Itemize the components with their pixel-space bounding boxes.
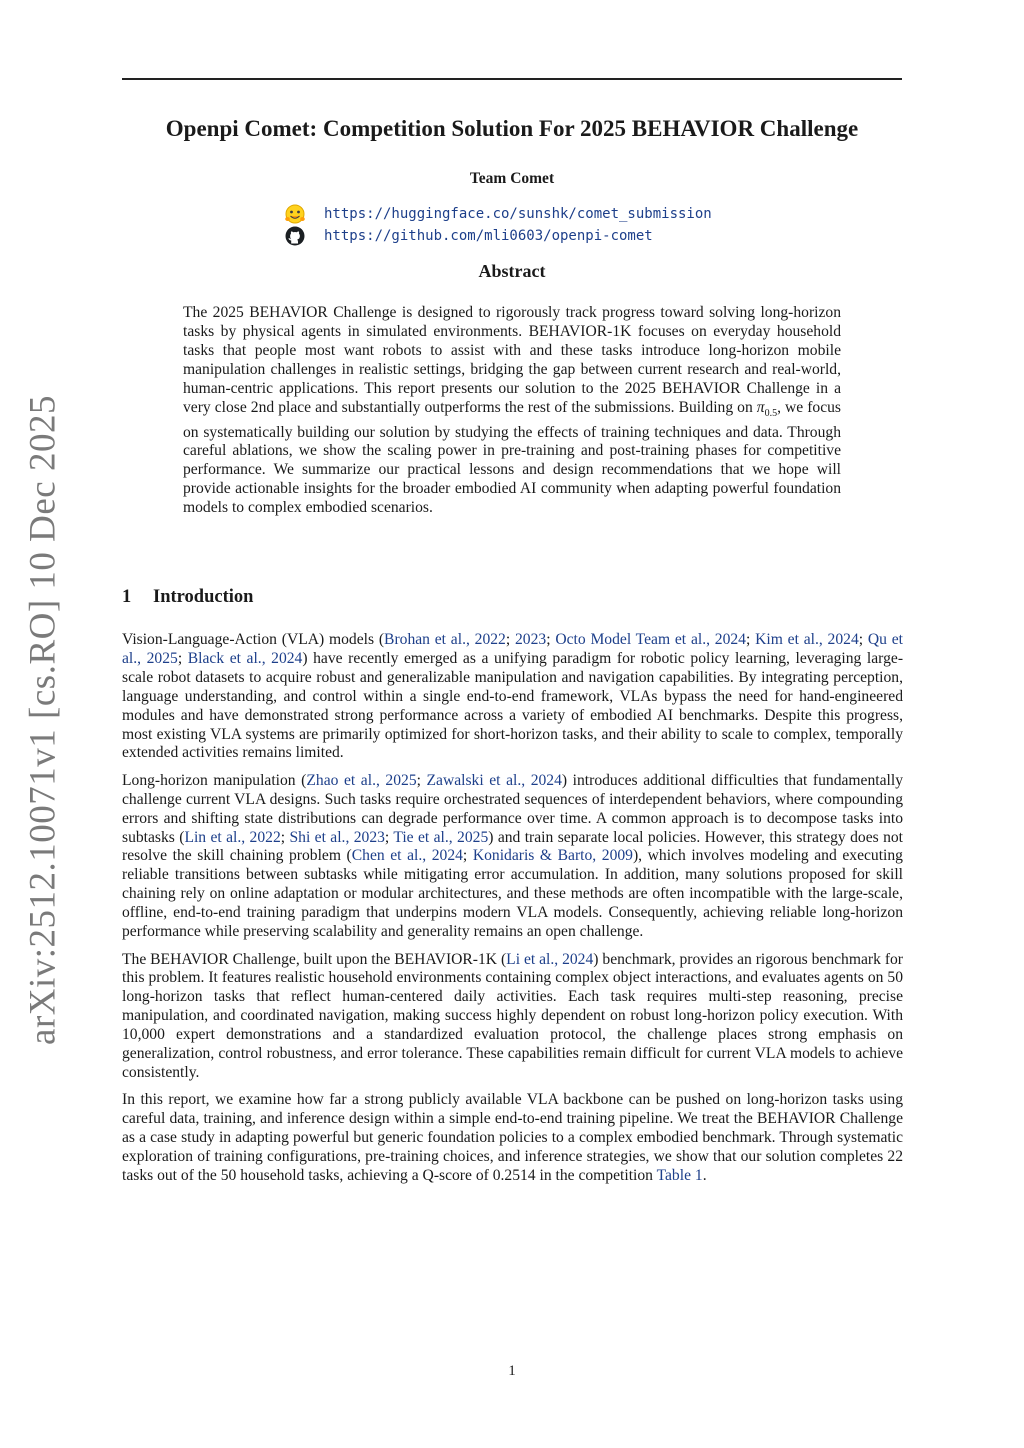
text-run: ; [546, 631, 556, 648]
citation-link[interactable]: 2023 [515, 631, 547, 648]
text-run: ; [858, 631, 868, 648]
text-run: Vision-Language-Action (VLA) models ( [122, 631, 385, 648]
paragraph [122, 631, 903, 763]
citation-link[interactable]: Zhao et al., 2025 [306, 771, 417, 789]
abstract-body [183, 304, 841, 518]
text-run: ) benchmark, provides an rigorous benchmark for this problem. It features realistic household environments containing complex object interactions, and evaluates agents on 50 long-horizon tasks that reflect human-centered daily activities. Each task requires multi-step reasoning, precise manipulation, and coordinated navigation, making success highly dependent on robust long-horizon policy execution. With 10,000 expert demonstrations and a standardized evaluation protocol, the challenge places strong emphasis on generalization, control robustness, and error tolerance. These capabilities remain difficult for current VLA models to achieve consistently. [122, 950, 903, 1081]
text-run: ) and train separate local policies. However, this strategy does not resolve the skill chaining problem ( [122, 828, 903, 865]
citation-link[interactable]: Shi et al., 2023 [289, 828, 385, 846]
section-title: Introduction [153, 587, 254, 607]
github-link-row[interactable] [284, 225, 712, 247]
huggingface-url[interactable]: https://huggingface.co/sunshk/comet_submission [324, 206, 712, 222]
text-run: ; [745, 631, 756, 648]
text-run: ), which involves modeling and executing reliable transitions between subtasks while mitigating error accumulation. In addition, many solutions proposed for skill chaining rely on online adaptation or modular architectures, and these methods are often incompatible with the large-scale, offline, end-to-end training paradigm that underpins modern VLA models. Consequently, achieving reliable long-horizon performance while preserving scalability and generality remains an open challenge. [122, 847, 903, 941]
text-run: ) have recently emerged as a unifying paradigm for robotic policy learning, leveraging large-scale robot datasets to acquire robust and generalizable manipulation and navigation capabilities. By integrating perception, language understanding, and control within a single end-to-end framework, VLAs bypass the need for hand-engineered modules and have demonstrated strong performance across a variety of embodied AI benchmarks. Despite this progress, most existing VLA systems are primarily optimized for short-horizon tasks, and their ability to scale to complex, temporally extended activities remains limited. [122, 649, 904, 762]
text-run: Long-horizon manipulation ( [122, 771, 307, 789]
citation-link[interactable]: Li et al., 2024 [506, 950, 594, 968]
text-run: ; [416, 771, 427, 789]
text-run: ; [384, 828, 394, 846]
abstract-text-part: The 2025 BEHAVIOR Challenge is designed to rigorously track progress toward solving long-horizon tasks by physical agents in simulated environments. BEHAVIOR-1K focuses on everyday household tasks that people most want robots to assist with and these tasks introduce long-horizon mobile manipulation challenges in realistic settings, bridging the gap between current research and real-world, human-centric applications. This report presents our solution to the 2025 BEHAVIOR Challenge in a very close 2nd place and substantially outperforms the rest of the submissions. Building on [183, 304, 841, 416]
github-url[interactable]: https://github.com/mli0603/openpi-comet [324, 228, 653, 244]
citation-link[interactable]: Qu et al., 2025 [122, 631, 904, 667]
text-run: ; [505, 631, 515, 648]
text-run: The BEHAVIOR Challenge, built upon the BEHAVIOR-1K ( [122, 950, 507, 968]
resource-links [284, 203, 712, 247]
introduction-body [122, 631, 903, 1194]
section-heading [122, 587, 902, 608]
text-run: ; [177, 649, 188, 667]
huggingface-icon [284, 204, 306, 224]
citation-link[interactable]: Octo Model Team et al., 2024 [555, 631, 746, 648]
text-run: ) introduces additional difficulties that fundamentally challenge current VLA designs. Such tasks require orchestrated sequences of interdependent behaviors, where compounding errors and shifting state distributions can degrade performance over time. A common approach is to decompose tasks into subtasks ( [122, 771, 903, 846]
citation-link[interactable]: Chen et al., 2024 [351, 847, 463, 865]
citation-link[interactable]: Konidaris & Barto, 2009 [472, 847, 633, 865]
citation-link[interactable]: Tie et al., 2025 [393, 828, 489, 846]
text-run: In this report, we examine how far a strong publicly available VLA backbone can be pushed on long-horizon tasks using careful data, training, and inference design within a simple end-to-end training pipeline. We treat the BEHAVIOR Challenge as a case study in adapting powerful but generic foundation policies to a complex embodied benchmark. Through systematic exploration of training configurations, pre-training choices, and inference strategies, we show that our solution completes 22 tasks out of the 50 household tasks, achieving a Q-score of 0.2514 in the competition [122, 1091, 903, 1184]
paper-title: Openpi Comet: Competition Solution For 2025 BEHAVIOR Challenge [165, 116, 859, 141]
table-reference-link[interactable]: Table 1 [656, 1166, 703, 1184]
abstract-heading: Abstract [478, 261, 546, 281]
paragraph [122, 951, 903, 1083]
text-run: ; [462, 847, 473, 865]
arxiv-identifier: arXiv:2512.10071v1 [cs.RO] 10 Dec 2025 [22, 395, 64, 1045]
huggingface-link-row[interactable] [284, 203, 712, 225]
abstract-text-part: , we focus on systematically building our solution by studying the effects of training techniques and data. Through careful ablations, we show the scaling power in pre-training and post-training phases for competitive performance. We summarize our practical lessons and design recommendations that we hope will provide actionable insights for the broader embodied AI community when adapting powerful foundation models to complex embodied scenarios. [183, 398, 841, 517]
paragraph [122, 772, 903, 942]
citation-link[interactable]: Black et al., 2024 [187, 649, 303, 667]
paragraph [122, 1091, 903, 1186]
citation-link[interactable]: Zawalski et al., 2024 [426, 771, 562, 789]
page-number: 1 [508, 1363, 516, 1379]
section-number: 1 [122, 587, 132, 607]
citation-link[interactable]: Kim et al., 2024 [755, 631, 859, 648]
citation-link[interactable]: Brohan et al., 2022 [384, 631, 506, 648]
citation-link[interactable]: Lin et al., 2022 [184, 828, 281, 846]
pi-symbol: π [756, 398, 765, 416]
text-run: ; [280, 828, 290, 846]
title-rule [122, 78, 902, 80]
paper-authors: Team Comet [469, 170, 555, 187]
pi-subscript: 0.5 [764, 407, 778, 419]
text-run: . [702, 1166, 707, 1184]
github-icon [284, 226, 306, 246]
